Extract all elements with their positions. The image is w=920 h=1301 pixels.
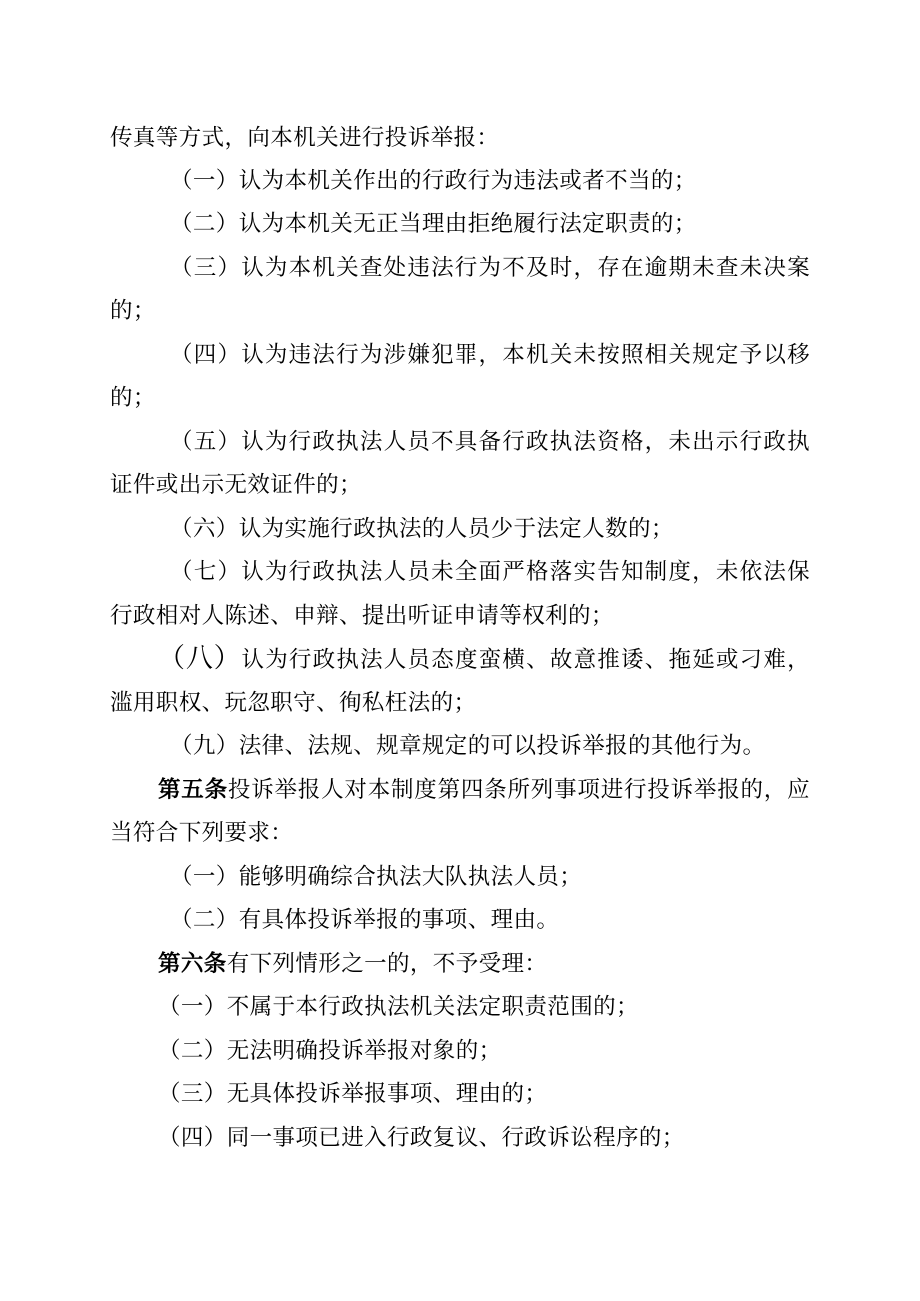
article-6-line: 第六条有下列情形之一的，不予受理： xyxy=(158,951,548,977)
text-line: 当符合下列要求： xyxy=(110,820,294,846)
text-line: （一）认为本机关作出的行政行为违法或者不当的； xyxy=(170,168,697,194)
text-line: （二）认为本机关无正当理由拒绝履行法定职责的； xyxy=(170,211,697,237)
article-heading: 第六条 xyxy=(158,951,227,977)
text-line: 的； xyxy=(110,298,156,324)
text-line: （二）有具体投诉举报的事项、理由。 xyxy=(170,907,560,933)
text-line: （九）法律、法规、规章规定的可以投诉举报的其他行为。 xyxy=(170,733,766,759)
article-heading: 第五条 xyxy=(158,777,228,803)
text-line: （八）认为行政执法人员态度蛮横、故意推诿、拖延或刁难， xyxy=(158,643,810,674)
text-line: 行政相对人陈述、申辩、提出听证申请等权利的； xyxy=(110,603,614,629)
text-line: （六）认为实施行政执法的人员少于法定人数的； xyxy=(170,516,674,542)
item-number: （八） xyxy=(158,643,242,674)
text-line: （三）无具体投诉举报事项、理由的； xyxy=(158,1081,548,1107)
text-line: 的； xyxy=(110,385,156,411)
text-line: （一）不属于本行政执法机关法定职责范围的； xyxy=(158,994,639,1020)
text-line: （四）同一事项已进入行政复议、行政诉讼程序的； xyxy=(158,1125,685,1151)
text-line: （五）认为行政执法人员不具备行政执法资格，未出示行政执 xyxy=(170,429,810,455)
text-line: （三）认为本机关查处违法行为不及时，存在逾期未查未决案 xyxy=(170,255,810,281)
text-line: （二）无法明确投诉举报对象的； xyxy=(158,1038,502,1064)
article-5-line: 第五条投诉举报人对本制度第四条所列事项进行投诉举报的，应 xyxy=(158,777,810,803)
text-line: 滥用职权、玩忽职守、徇私枉法的； xyxy=(110,690,477,716)
text-line: （七）认为行政执法人员未全面严格落实告知制度，未依法保 xyxy=(170,559,810,585)
text-line: 传真等方式，向本机关进行投诉举报： xyxy=(110,125,500,151)
text-line: （四）认为违法行为涉嫌犯罪，本机关未按照相关规定予以移 xyxy=(170,342,810,368)
text-line: 证件或出示无效证件的； xyxy=(110,472,362,498)
text-line: （一）能够明确综合执法大队执法人员； xyxy=(170,864,583,890)
